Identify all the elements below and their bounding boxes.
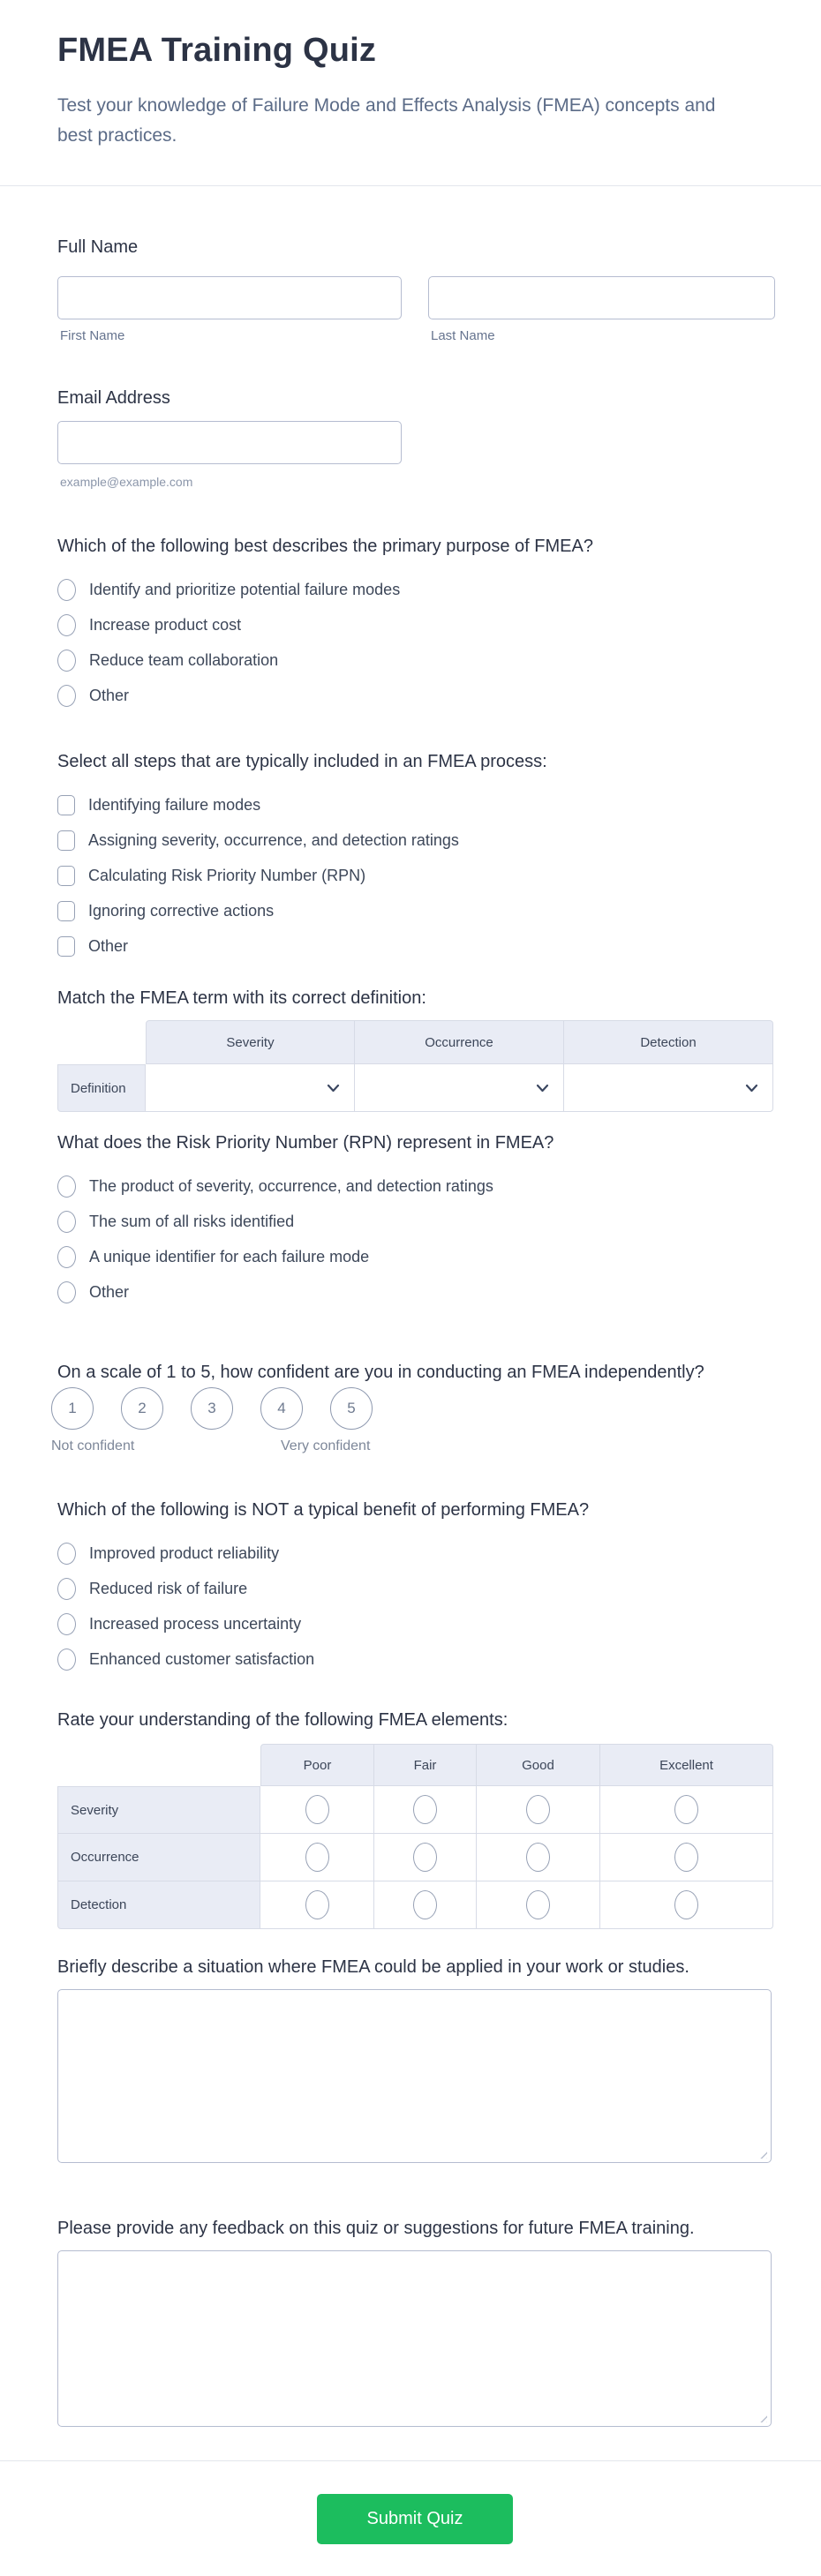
radio-button-icon[interactable] bbox=[674, 1843, 698, 1872]
rating-cell-occurrence-poor[interactable] bbox=[260, 1834, 374, 1881]
match-column-header: Detection bbox=[564, 1020, 773, 1064]
option-label: Enhanced customer satisfaction bbox=[89, 1649, 315, 1668]
checkbox-icon[interactable] bbox=[57, 936, 75, 957]
match-column-header: Occurrence bbox=[355, 1020, 564, 1064]
rating-cell-occurrence-good[interactable] bbox=[477, 1834, 600, 1881]
radio-button-icon[interactable] bbox=[674, 1795, 698, 1824]
checkbox-option[interactable] bbox=[57, 822, 773, 858]
radio-button-icon[interactable] bbox=[57, 614, 76, 636]
radio-button-icon[interactable] bbox=[57, 685, 76, 707]
full-name-label: Full Name bbox=[57, 237, 139, 257]
rating-table-corner bbox=[57, 1744, 260, 1786]
confidence-scale bbox=[51, 1387, 373, 1430]
form-subtitle: Test your knowledge of Failure Mode and Effects Analysis (FMEA) concepts and best practices. bbox=[57, 95, 716, 146]
checkbox-option[interactable] bbox=[57, 858, 773, 893]
scale-min-label: Not confident bbox=[51, 1438, 135, 1453]
footer-divider bbox=[0, 2460, 821, 2461]
chevron-down-icon bbox=[745, 1084, 758, 1093]
steps-options bbox=[57, 787, 773, 964]
checkbox-icon[interactable] bbox=[57, 795, 75, 815]
option-label: A unique identifier for each failure mode bbox=[89, 1247, 370, 1265]
chevron-down-icon bbox=[536, 1084, 549, 1093]
first-name-sublabel: First Name bbox=[60, 328, 125, 343]
email-hint: example@example.com bbox=[60, 475, 193, 489]
feedback-textarea-wrap bbox=[57, 2250, 772, 2427]
feedback-textarea[interactable] bbox=[58, 2251, 771, 2426]
radio-button-icon[interactable] bbox=[526, 1795, 550, 1824]
not-benefit-options bbox=[57, 1536, 773, 1677]
match-dropdown-detection[interactable] bbox=[564, 1064, 773, 1112]
option-label: Identify and prioritize potential failure modes bbox=[89, 580, 401, 598]
radio-option[interactable] bbox=[57, 1239, 773, 1274]
rating-row-label: Detection bbox=[57, 1881, 260, 1929]
checkbox-option[interactable] bbox=[57, 893, 773, 928]
feedback-question: Please provide any feedback on this quiz or suggestions for future FMEA training. bbox=[57, 2219, 695, 2238]
radio-option[interactable] bbox=[57, 1168, 773, 1204]
radio-button-icon[interactable] bbox=[57, 1281, 76, 1303]
rating-cell-detection-fair[interactable] bbox=[374, 1881, 477, 1929]
scale-option-5[interactable]: 5 bbox=[330, 1387, 373, 1430]
scale-option-3[interactable]: 3 bbox=[191, 1387, 233, 1430]
chevron-down-icon bbox=[327, 1084, 340, 1093]
rating-column-header: Poor bbox=[260, 1744, 374, 1786]
rpn-options bbox=[57, 1168, 773, 1310]
match-table bbox=[57, 1020, 773, 1112]
scale-max-label: Very confident bbox=[281, 1438, 371, 1453]
situation-textarea[interactable] bbox=[58, 1990, 771, 2162]
radio-button-icon[interactable] bbox=[413, 1795, 437, 1824]
option-label: The product of severity, occurrence, and detection ratings bbox=[89, 1176, 493, 1195]
rating-cell-severity-poor[interactable] bbox=[260, 1786, 374, 1834]
not-benefit-question: Which of the following is NOT a typical benefit of performing FMEA? bbox=[57, 1500, 590, 1520]
scale-option-1[interactable]: 1 bbox=[51, 1387, 94, 1430]
radio-option[interactable] bbox=[57, 1274, 773, 1310]
option-label: Other bbox=[88, 936, 129, 955]
steps-question: Select all steps that are typically included in an FMEA process: bbox=[57, 752, 547, 771]
purpose-options bbox=[57, 572, 773, 713]
option-label: Identifying failure modes bbox=[88, 795, 261, 814]
checkbox-icon[interactable] bbox=[57, 866, 75, 886]
match-dropdown-occurrence[interactable] bbox=[355, 1064, 564, 1112]
radio-button-icon[interactable] bbox=[57, 1648, 76, 1671]
situation-textarea-wrap bbox=[57, 1989, 772, 2163]
option-label: Increased process uncertainty bbox=[89, 1614, 302, 1633]
match-column-header: Severity bbox=[146, 1020, 355, 1064]
match-question: Match the FMEA term with its correct definition: bbox=[57, 988, 426, 1008]
radio-option[interactable] bbox=[57, 1571, 773, 1606]
checkbox-option[interactable] bbox=[57, 928, 773, 964]
radio-button-icon[interactable] bbox=[305, 1890, 329, 1919]
radio-button-icon[interactable] bbox=[305, 1795, 329, 1824]
radio-button-icon[interactable] bbox=[57, 1543, 76, 1565]
last-name-sublabel: Last Name bbox=[431, 328, 495, 343]
rating-cell-severity-good[interactable] bbox=[477, 1786, 600, 1834]
rating-column-header: Fair bbox=[374, 1744, 477, 1786]
radio-button-icon[interactable] bbox=[57, 1211, 76, 1233]
rating-question: Rate your understanding of the following FMEA elements: bbox=[57, 1710, 508, 1730]
radio-option[interactable] bbox=[57, 607, 773, 642]
radio-option[interactable] bbox=[57, 572, 773, 607]
scale-option-2[interactable]: 2 bbox=[121, 1387, 163, 1430]
radio-option[interactable] bbox=[57, 1536, 773, 1571]
checkbox-icon[interactable] bbox=[57, 830, 75, 851]
option-label: Reduce team collaboration bbox=[89, 650, 279, 669]
email-input[interactable] bbox=[57, 421, 402, 464]
rating-cell-severity-fair[interactable] bbox=[374, 1786, 477, 1834]
situation-question: Briefly describe a situation where FMEA could be applied in your work or studies. bbox=[57, 1957, 689, 1977]
option-label: Improved product reliability bbox=[89, 1543, 280, 1562]
rating-cell-occurrence-excellent[interactable] bbox=[600, 1834, 773, 1881]
match-table-corner bbox=[57, 1020, 146, 1064]
rpn-question: What does the Risk Priority Number (RPN) represent in FMEA? bbox=[57, 1133, 554, 1153]
rating-cell-occurrence-fair[interactable] bbox=[374, 1834, 477, 1881]
match-row-label: Definition bbox=[57, 1064, 146, 1112]
rating-row-label: Severity bbox=[57, 1786, 260, 1834]
radio-button-icon[interactable] bbox=[57, 1175, 76, 1198]
page-title: FMEA Training Quiz bbox=[57, 32, 377, 69]
scale-option-4[interactable]: 4 bbox=[260, 1387, 303, 1430]
radio-option[interactable] bbox=[57, 1641, 773, 1677]
radio-button-icon[interactable] bbox=[57, 1578, 76, 1600]
radio-option[interactable] bbox=[57, 1606, 773, 1641]
rating-cell-severity-excellent[interactable] bbox=[600, 1786, 773, 1834]
option-label: Other bbox=[89, 686, 130, 704]
option-label: The sum of all risks identified bbox=[89, 1212, 295, 1230]
email-field-row bbox=[57, 421, 773, 464]
rating-table bbox=[57, 1744, 773, 1929]
rating-cell-detection-poor[interactable] bbox=[260, 1881, 374, 1929]
rating-column-header: Excellent bbox=[600, 1744, 773, 1786]
name-fields bbox=[57, 276, 773, 319]
match-dropdown-severity[interactable] bbox=[146, 1064, 355, 1112]
checkbox-icon[interactable] bbox=[57, 901, 75, 921]
radio-button-icon[interactable] bbox=[674, 1890, 698, 1919]
checkbox-option[interactable] bbox=[57, 787, 773, 822]
rating-cell-detection-good[interactable] bbox=[477, 1881, 600, 1929]
rating-row-label: Occurrence bbox=[57, 1834, 260, 1881]
radio-button-icon[interactable] bbox=[305, 1843, 329, 1872]
rating-cell-detection-excellent[interactable] bbox=[600, 1881, 773, 1929]
radio-button-icon[interactable] bbox=[57, 1246, 76, 1268]
radio-button-icon[interactable] bbox=[57, 650, 76, 672]
confidence-question: On a scale of 1 to 5, how confident are you in conducting an FMEA independently? bbox=[57, 1363, 704, 1382]
option-label: Reduced risk of failure bbox=[89, 1579, 248, 1597]
option-label: Other bbox=[89, 1282, 130, 1301]
radio-option[interactable] bbox=[57, 642, 773, 678]
email-label: Email Address bbox=[57, 388, 170, 408]
option-label: Calculating Risk Priority Number (RPN) bbox=[88, 866, 366, 884]
radio-button-icon[interactable] bbox=[413, 1843, 437, 1872]
radio-option[interactable] bbox=[57, 1204, 773, 1239]
purpose-question: Which of the following best describes the primary purpose of FMEA? bbox=[57, 537, 593, 556]
first-name-input[interactable] bbox=[57, 276, 402, 319]
radio-button-icon[interactable] bbox=[526, 1843, 550, 1872]
radio-option[interactable] bbox=[57, 678, 773, 713]
radio-button-icon[interactable] bbox=[526, 1890, 550, 1919]
header-divider bbox=[0, 185, 821, 186]
rating-column-header: Good bbox=[477, 1744, 600, 1786]
option-label: Ignoring corrective actions bbox=[88, 901, 275, 920]
option-label: Assigning severity, occurrence, and detection ratings bbox=[88, 830, 459, 849]
last-name-input[interactable] bbox=[428, 276, 775, 319]
radio-button-icon[interactable] bbox=[57, 1613, 76, 1635]
radio-button-icon[interactable] bbox=[413, 1890, 437, 1919]
radio-button-icon[interactable] bbox=[57, 579, 76, 601]
submit-button[interactable]: Submit Quiz bbox=[317, 2494, 513, 2544]
option-label: Increase product cost bbox=[89, 615, 242, 634]
